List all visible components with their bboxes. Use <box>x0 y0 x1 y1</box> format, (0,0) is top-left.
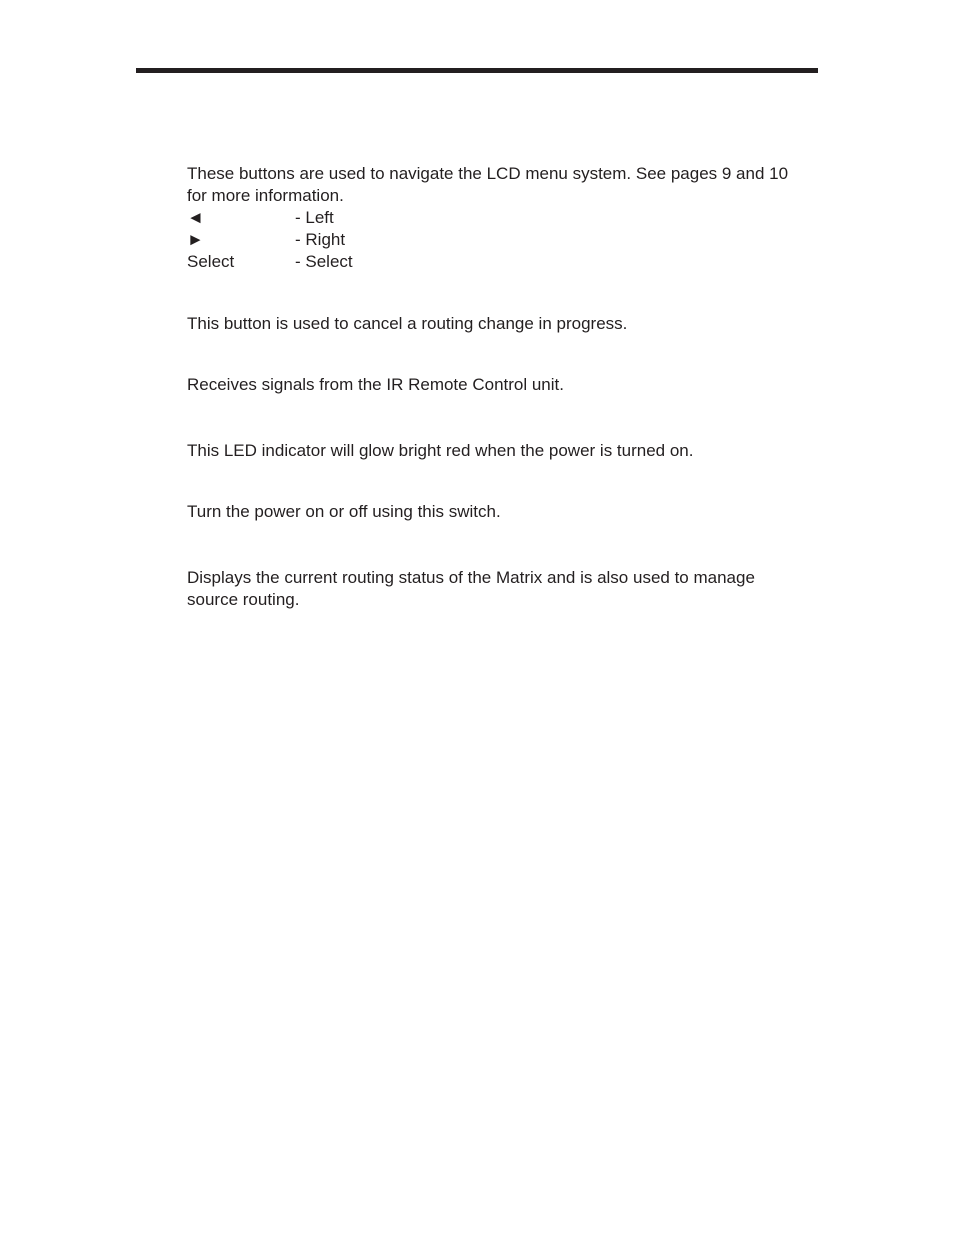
key-row-select <box>187 251 807 273</box>
section-lcd-display <box>187 567 807 611</box>
key-row-left <box>187 207 807 229</box>
right-arrow-key: ► <box>187 230 204 249</box>
section-power-led <box>187 440 807 462</box>
navigation-buttons-description: These buttons are used to navigate the LCD menu system. See pages 9 and 10 for more information. <box>187 164 789 205</box>
ir-sensor-description: Receives signals from the IR Remote Control unit. <box>187 375 564 394</box>
header-rule <box>136 68 818 73</box>
section-ir-sensor <box>187 374 807 396</box>
section-cancel-button <box>187 313 807 335</box>
power-switch-description: Turn the power on or off using this switch. <box>187 502 501 521</box>
lcd-display-description: Displays the current routing status of the Matrix and is also used to manage source routing. <box>187 568 755 609</box>
power-led-description: This LED indicator will glow bright red when the power is turned on. <box>187 441 694 460</box>
section-navigation-buttons <box>187 163 807 273</box>
select-key-description: - Select <box>295 252 353 271</box>
select-key: Select <box>187 252 235 271</box>
section-power-switch <box>187 501 807 523</box>
left-arrow-key-description: - Left <box>295 208 334 227</box>
page-content <box>187 163 807 611</box>
right-arrow-key-description: - Right <box>295 230 346 249</box>
cancel-button-description: This button is used to cancel a routing change in progress. <box>187 314 628 333</box>
left-arrow-key: ◄ <box>187 208 204 227</box>
key-row-right <box>187 229 807 251</box>
